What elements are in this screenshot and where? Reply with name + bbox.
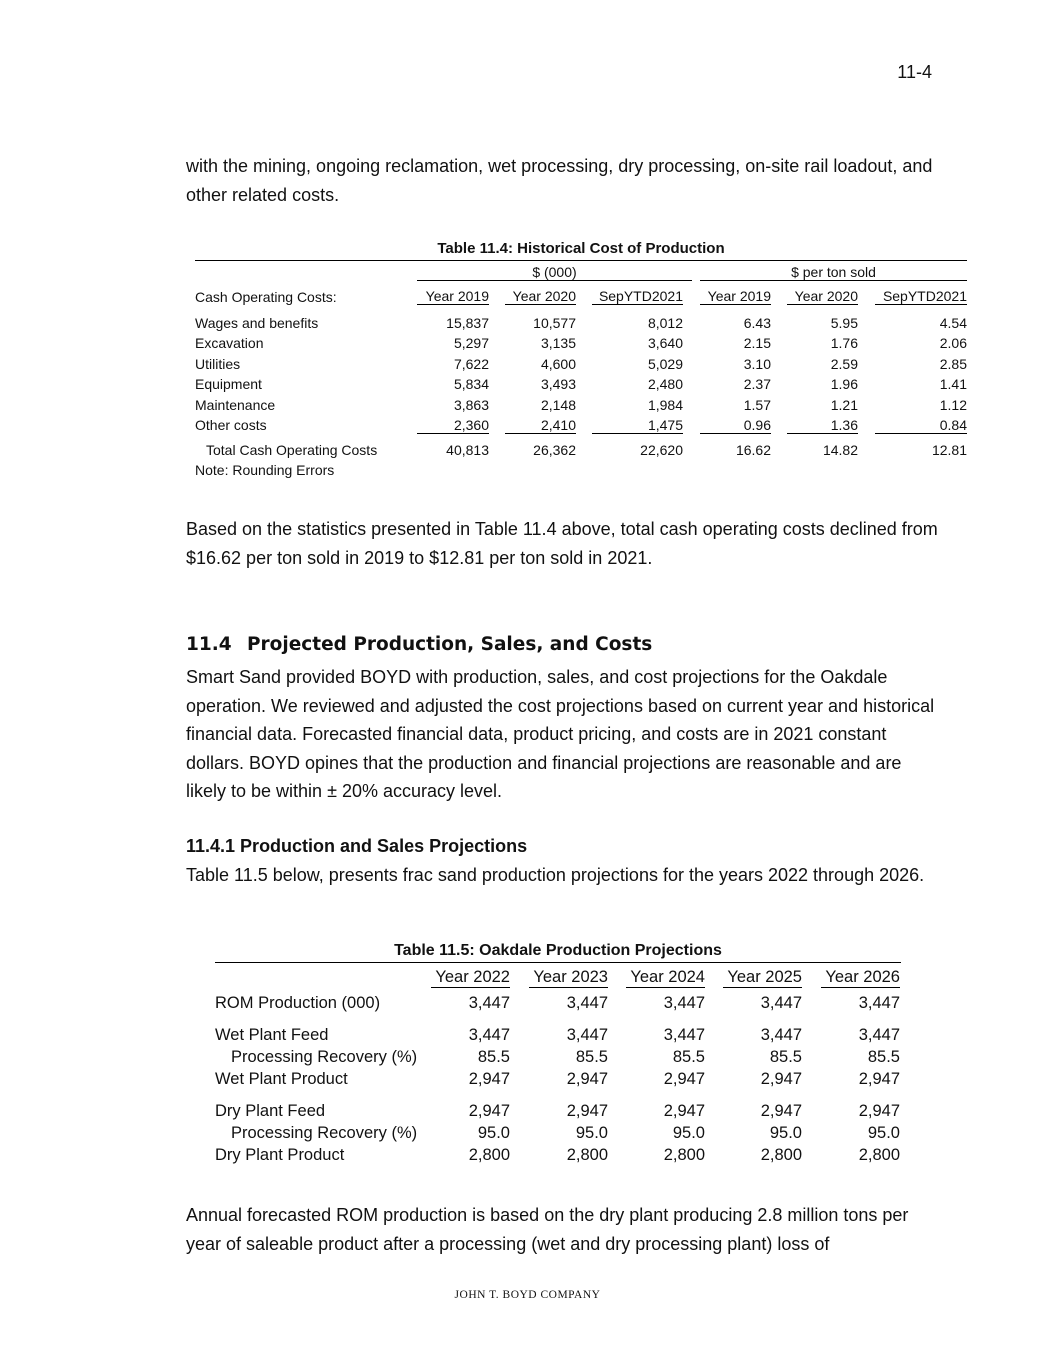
cell: 3,447 <box>858 994 900 1012</box>
table-row <box>215 1070 901 1092</box>
row-label: Wet Plant Product <box>215 1070 348 1088</box>
table-row <box>215 994 901 1016</box>
cell: 40,813 <box>446 441 489 458</box>
col-header: Year 2025 <box>723 968 802 988</box>
cell: 3,447 <box>663 994 705 1012</box>
closing-text: Annual forecasted ROM production is based on the dry plant producing 2.8 million tons per year of saleable product after a processing (wet and dry processing plant) loss of <box>186 1205 909 1254</box>
cell: 2,800 <box>858 1146 900 1164</box>
cell: 0.84 <box>875 417 967 434</box>
cell: 2,947 <box>760 1070 802 1088</box>
cell: 2,800 <box>468 1146 510 1164</box>
col-header: Year 2026 <box>821 968 900 988</box>
cell: 2,947 <box>566 1070 608 1088</box>
cell: 5,834 <box>453 376 489 392</box>
row-label: Other costs <box>195 417 267 433</box>
cell: 26,362 <box>533 441 576 458</box>
cell: 2,800 <box>663 1146 705 1164</box>
cell: 6.43 <box>743 314 771 331</box>
cell: 1.21 <box>830 396 858 413</box>
cell: 1,984 <box>647 396 683 413</box>
cell: 2,947 <box>858 1102 900 1120</box>
cell: 3,447 <box>858 1026 900 1044</box>
table-row <box>195 356 967 377</box>
group-per-ton-header: $ per ton sold <box>700 264 967 281</box>
cell: 1.76 <box>830 335 858 351</box>
cell: 3,447 <box>468 994 510 1012</box>
cell: 2.59 <box>830 355 858 372</box>
row-label: Equipment <box>195 376 262 392</box>
table-11-4 <box>195 264 967 483</box>
table-11-4-title: Table 11.4: Historical Cost of Production <box>437 240 725 257</box>
cell: 95.0 <box>672 1124 705 1142</box>
col-header: Year 2022 <box>431 968 510 988</box>
section-heading <box>186 634 652 655</box>
intro-text: with the mining, ongoing reclamation, wet processing, dry processing, on-site rail loadout, and other related costs. <box>186 156 933 205</box>
cell: 2,947 <box>760 1102 802 1120</box>
stats-text: Based on the statistics presented in Table 11.4 above, total cash operating costs declined from $16.62 per ton sold in 2019 to $12.81 per ton sold in 2021. <box>186 519 938 568</box>
cell: 8,012 <box>647 314 683 331</box>
total-label: Total Cash Operating Costs <box>206 441 378 458</box>
table-row <box>195 315 967 336</box>
cell: 1,475 <box>592 417 683 434</box>
cell: 7,622 <box>453 355 489 372</box>
cell: 3,447 <box>566 1026 608 1044</box>
col-header: SepYTD2021 <box>592 288 683 305</box>
subsection-heading: 11.4.1 Production and Sales Projections <box>186 836 528 856</box>
cell: 5,029 <box>647 355 683 372</box>
col-header: Year 2020 <box>787 288 858 305</box>
cell: 2,947 <box>663 1102 705 1120</box>
cell: 3.10 <box>743 355 771 372</box>
section-number: 11.4 <box>186 634 232 655</box>
cell: 2,800 <box>566 1146 608 1164</box>
col-header: Year 2024 <box>626 968 705 988</box>
stats-paragraph <box>186 515 946 572</box>
cell: 3,447 <box>468 1026 510 1044</box>
footer-company: JOHN T. BOYD COMPANY <box>454 1289 601 1301</box>
cell: 3,447 <box>760 994 802 1012</box>
cell: 3,447 <box>566 994 608 1012</box>
table-row <box>215 1124 901 1146</box>
table-11-5-column-header <box>215 968 901 994</box>
col-header: SepYTD2021 <box>875 288 967 305</box>
section-paragraph <box>186 663 946 806</box>
cell: 2.15 <box>743 335 771 351</box>
cell: 3,493 <box>540 376 576 392</box>
table-row <box>195 417 967 438</box>
table-row <box>215 1048 901 1070</box>
cell: 95.0 <box>769 1124 802 1142</box>
cell: 95.0 <box>477 1124 510 1142</box>
cell: 85.5 <box>477 1048 510 1066</box>
cell: 5.95 <box>830 314 858 331</box>
cell: 85.5 <box>575 1048 608 1066</box>
cell: 2,360 <box>417 417 489 434</box>
section-text: Smart Sand provided BOYD with production, sales, and cost projections for the Oakdale operation. We reviewed and adjusted the cost projections based on current year and historical financial data. Forecasted financial data, product pricing, and costs are in 2021 constant dollars. BOYD opines that the production and financial projections are reasonable and are likely to be within ± 20% accuracy level. <box>186 667 935 801</box>
cell: 95.0 <box>575 1124 608 1142</box>
section-title: Projected Production, Sales, and Costs <box>247 634 653 655</box>
cell: 2,410 <box>505 417 576 434</box>
cell: 2,800 <box>760 1146 802 1164</box>
table-row <box>215 1102 901 1124</box>
cell: 85.5 <box>672 1048 705 1066</box>
cell: 16.62 <box>735 441 771 458</box>
cell: 22,620 <box>640 441 683 458</box>
col-header: Year 2020 <box>505 288 576 305</box>
cell: 10,577 <box>533 314 576 331</box>
row-label: Processing Recovery (%) <box>231 1048 418 1066</box>
table-row <box>195 376 967 397</box>
intro-paragraph <box>186 152 946 209</box>
table-11-5 <box>215 968 901 1168</box>
cell: 2,480 <box>647 376 683 392</box>
table-row <box>195 397 967 418</box>
group-dollars-header: $ (000) <box>417 264 692 281</box>
cell: 2,947 <box>566 1102 608 1120</box>
table-11-4-group-header <box>195 264 967 285</box>
cell: 95.0 <box>867 1124 900 1142</box>
row-label: ROM Production (000) <box>215 994 381 1012</box>
col-header: Year 2019 <box>417 288 489 305</box>
table-total-row <box>195 442 967 463</box>
row-label: Wet Plant Feed <box>215 1026 329 1044</box>
cell: 2,947 <box>468 1102 510 1120</box>
cell: 4.54 <box>939 314 967 331</box>
closing-paragraph <box>186 1201 946 1258</box>
table-row <box>215 1146 901 1168</box>
cell: 3,447 <box>760 1026 802 1044</box>
page-number: 11-4 <box>897 62 932 82</box>
cell: 1.36 <box>787 417 858 434</box>
cell: 1.41 <box>939 376 967 392</box>
cell: 1.57 <box>743 396 771 413</box>
cell: 3,863 <box>453 396 489 413</box>
cell: 14.82 <box>822 441 858 458</box>
row-label: Dry Plant Feed <box>215 1102 326 1120</box>
row-header-label: Cash Operating Costs: <box>195 288 337 305</box>
cell: 2,947 <box>858 1070 900 1088</box>
cell: 0.96 <box>700 417 771 434</box>
table-11-4-top-rule <box>195 260 967 261</box>
cell: 85.5 <box>769 1048 802 1066</box>
subsection-paragraph <box>186 861 946 890</box>
table-note-row <box>195 462 967 483</box>
cell: 1.12 <box>939 396 967 413</box>
cell: 3,135 <box>540 335 576 351</box>
cell: 2.85 <box>939 355 967 372</box>
cell: 4,600 <box>540 355 576 372</box>
table-row <box>195 335 967 356</box>
cell: 2.06 <box>939 335 967 351</box>
cell: 12.81 <box>931 441 967 458</box>
cell: 15,837 <box>446 314 489 331</box>
cell: 1.96 <box>830 376 858 392</box>
cell: 3,640 <box>647 335 683 351</box>
table-11-5-title: Table 11.5: Oakdale Production Projections <box>394 942 722 959</box>
cell: 2,148 <box>540 396 576 413</box>
table-11-4-column-header <box>195 285 967 309</box>
cell: 5,297 <box>453 335 489 351</box>
cell: 2,947 <box>468 1070 510 1088</box>
row-label: Dry Plant Product <box>215 1146 345 1164</box>
row-label: Maintenance <box>195 396 276 413</box>
subsection-text: Table 11.5 below, presents frac sand production projections for the years 2022 through 2026. <box>186 865 925 885</box>
cell: 3,447 <box>663 1026 705 1044</box>
row-label: Utilities <box>195 355 241 372</box>
cell: 2,947 <box>663 1070 705 1088</box>
cell: 2.37 <box>743 376 771 392</box>
col-header: Year 2019 <box>700 288 771 305</box>
col-header: Year 2023 <box>529 968 608 988</box>
row-label: Processing Recovery (%) <box>231 1124 418 1142</box>
table-row <box>215 1026 901 1048</box>
row-label: Excavation <box>195 335 264 351</box>
table-11-5-top-rule <box>215 962 901 963</box>
cell: 85.5 <box>867 1048 900 1066</box>
table-note: Note: Rounding Errors <box>195 462 335 478</box>
row-label: Wages and benefits <box>195 314 319 331</box>
